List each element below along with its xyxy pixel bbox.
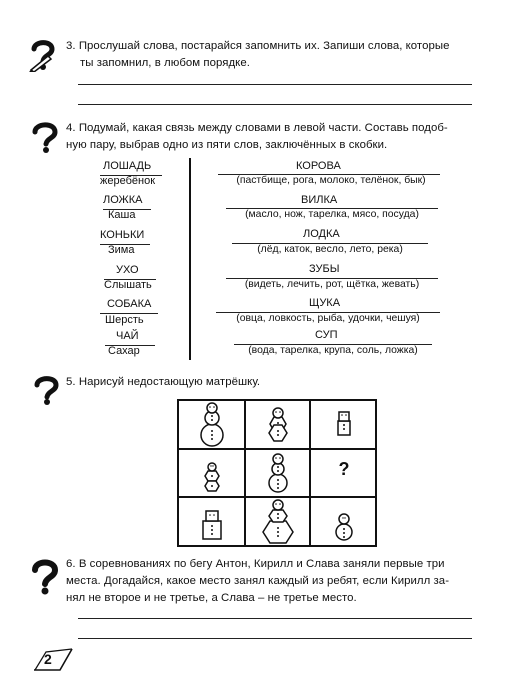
thinking-head-question-icon bbox=[30, 120, 60, 154]
left-word-top: ЧАЙ bbox=[116, 330, 139, 342]
left-word-top: ЛОШАДЬ bbox=[103, 160, 152, 172]
left-word-bottom: Зима bbox=[108, 244, 135, 256]
task-5-text: 5. Нарисуй недостающую матрёшку. bbox=[66, 376, 261, 388]
task-6-text bbox=[66, 556, 486, 607]
snowman-figure bbox=[311, 497, 377, 543]
answer-choices: (овца, ловкость, рыба, удочки, чешуя) bbox=[236, 313, 420, 324]
right-word-target: ЗУБЫ bbox=[309, 263, 340, 275]
missing-figure-placeholder[interactable] bbox=[311, 449, 377, 495]
question-mark: ? bbox=[338, 459, 350, 479]
square-figure bbox=[179, 497, 245, 543]
answer-line[interactable] bbox=[78, 618, 472, 619]
task-6-line-1: 6. В соревнованиях по бегу Антон, Кирилл и Слава заняли первые три bbox=[66, 558, 445, 570]
matryoshka-grid bbox=[177, 399, 377, 547]
square-figure bbox=[311, 401, 377, 447]
task-6-line-2: места. Догадайся, какое место занял каждый из ребят, если Кирилл за- bbox=[66, 575, 450, 587]
left-word-bottom: Сахар bbox=[108, 345, 140, 357]
right-word-target: ЛОДКА bbox=[303, 228, 340, 240]
task-3-line-1: 3. Прослушай слова, постарайся запомнить их. Запиши слова, которые bbox=[66, 40, 450, 52]
left-word-top: ЛОЖКА bbox=[103, 194, 143, 206]
task-3-line-2: ты запомнил, в любом порядке. bbox=[80, 57, 250, 69]
answer-line[interactable] bbox=[78, 84, 472, 85]
thinking-head-question-icon bbox=[32, 374, 62, 406]
answer-choices: (видеть, лечить, рот, щётка, жевать) bbox=[244, 279, 420, 290]
right-word-target: СУП bbox=[315, 329, 338, 341]
hexagon-figure bbox=[245, 401, 311, 447]
hexagon-figure bbox=[179, 449, 245, 495]
left-word-bottom: жеребёнок bbox=[100, 175, 156, 187]
answer-choices: (масло, нож, тарелка, мясо, посуда) bbox=[245, 209, 419, 220]
task-4-line-2: ную пару, выбрав одно из пяти слов, заключённых в скобки. bbox=[66, 139, 388, 151]
pencil-question-icon bbox=[28, 38, 58, 72]
column-divider bbox=[189, 158, 191, 360]
right-word-target: КОРОВА bbox=[296, 160, 341, 172]
answer-choices: (вода, тарелка, крупа, соль, ложка) bbox=[248, 345, 418, 356]
left-word-bottom: Слышать bbox=[104, 279, 152, 291]
page-number-badge bbox=[32, 646, 76, 672]
left-word-top: УХО bbox=[116, 264, 139, 276]
left-word-top: КОНЬКИ bbox=[100, 229, 145, 241]
left-word-bottom: Шерсть bbox=[105, 314, 144, 326]
question-mark-icon bbox=[30, 558, 60, 596]
page-number: 2 bbox=[44, 651, 52, 667]
task-3-text bbox=[66, 38, 486, 72]
task-4-text bbox=[66, 120, 486, 154]
snowman-figure bbox=[245, 449, 311, 495]
answer-choices: (лёд, каток, весло, лето, река) bbox=[257, 244, 403, 255]
answer-line[interactable] bbox=[78, 638, 472, 639]
answer-line[interactable] bbox=[78, 104, 472, 105]
hexagon-large-figure bbox=[245, 497, 311, 543]
task-4-line-1: 4. Подумай, какая связь между словами в левой части. Составь подоб- bbox=[66, 122, 448, 134]
task-6-line-3: нял не второе и не третье, а Слава – не третье место. bbox=[66, 592, 357, 604]
right-word-target: ВИЛКА bbox=[301, 194, 338, 206]
left-word-bottom: Каша bbox=[108, 209, 136, 221]
right-word-target: ЩУКА bbox=[309, 297, 341, 309]
snowman-large-figure bbox=[179, 401, 245, 447]
left-word-top: СОБАКА bbox=[107, 298, 152, 310]
answer-choices: (пастбище, рога, молоко, телёнок, бык) bbox=[236, 175, 426, 186]
